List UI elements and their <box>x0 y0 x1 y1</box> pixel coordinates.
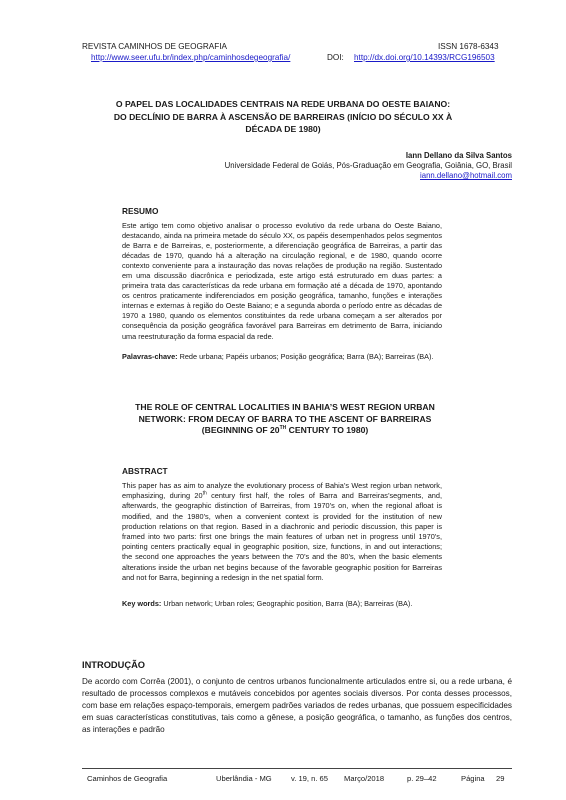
footer-pages: p. 29–42 <box>407 774 437 783</box>
keywords-label-en: Key words: <box>122 599 162 608</box>
footer-rule <box>82 768 512 769</box>
author-email-link[interactable]: iann.dellano@hotmail.com <box>420 171 512 180</box>
journal-url-link[interactable]: http://www.seer.ufu.br/index.php/caminhosdegeografia/ <box>91 53 291 62</box>
title-line-1: O PAPEL DAS LOCALIDADES CENTRAIS NA REDE URBANA DO OESTE BAIANO: <box>115 99 451 109</box>
abstract-text: This paper has as aim to analyze the evolutionary process of Bahia’s West region urban network, emphasizing, during 20th century first half, the roles of Barra and Barreiras’segments, and, afterwards, the geographic distinction of Barreiras, from 1970’s on, when the regional afloat is modified, and the 1980’s, when a convenient context is provided for the institution of new production relations on that region. Based in a diachronic and periodic discussion, this paper is framed into two parts: first one brings the main features of urban net in progress until 1970’s, pointing centers practically equal in geographic position, size, functions, in and out interactions; the second one approaches the years between the 70’s and the 80’s, when the basic elements alterations inside the urban net begins because of the favorable geographic position for Barreiras and not for Barra, beginning a redesign in the net spatial form. <box>122 481 442 582</box>
title-line-2: DO DECLÍNIO DE BARRA À ASCENSÃO DE BARREIRAS (INÍCIO DO SÉCULO XX À <box>113 111 453 122</box>
footer-volume: v. 19, n. 65 <box>291 774 329 783</box>
introducao-text: De acordo com Corrêa (2001), o conjunto de centros urbanos funcionalmente articulados entre si, ou a rede urbana, é resultado de processos complexos e mutáveis concebidos por agentes sociais diversos. Por conta desses processos, com base em relações espaço-temporais, emergem padrões variados de redes urbanas, que possuem especificidades em suas características constitutivas, tais como a gênese, a posição geográfica, o tamanho, as funções dos centros, as interações e padrão <box>82 677 512 734</box>
english-title-line-3: (BEGINNING OF 20TH CENTURY TO 1980) <box>201 425 369 435</box>
footer-journal: Caminhos de Geografia <box>87 774 168 783</box>
resumo-heading: RESUMO <box>122 206 159 216</box>
journal-name: REVISTA CAMINHOS DE GEOGRAFIA <box>82 42 227 51</box>
article-title <box>60 98 506 136</box>
title-line-3: DÉCADA DE 1980) <box>245 124 321 134</box>
footer-city: Uberlândia - MG <box>216 774 272 783</box>
resumo-keywords <box>122 352 452 362</box>
abstract-keywords <box>122 599 452 609</box>
issn: ISSN 1678-6343 <box>438 42 499 51</box>
footer-date: Março/2018 <box>344 774 385 783</box>
abstract-heading: ABSTRACT <box>122 466 168 476</box>
footer-page-number: 29 <box>496 774 505 783</box>
author-name: Iann Dellano da Silva Santos <box>405 151 512 160</box>
keywords-values: Rede urbana; Papéis urbanos; Posição geográfica; Barra (BA); Barreiras (BA). <box>177 352 434 361</box>
author-affiliation: Universidade Federal de Goiás, Pós-Graduação em Geografia, Goiânia, GO, Brasil <box>224 161 512 170</box>
footer-page-label: Página <box>461 774 485 783</box>
introducao-heading: INTRODUÇÃO <box>82 660 146 670</box>
keywords-label: Palavras-chave: <box>122 352 178 361</box>
english-title-line-2: NETWORK: FROM DECAY OF BARRA TO THE ASCENT OF BARREIRAS <box>138 413 432 424</box>
english-title <box>100 402 470 437</box>
doi-label: DOI: <box>327 53 344 62</box>
keywords-values-en: Urban network; Urban roles; Geographic position, Barra (BA); Barreiras (BA). <box>161 599 413 608</box>
resumo-text: Este artigo tem como objetivo analisar o processo evolutivo da rede urbana do Oeste Baiano, destacando, ainda na primeira metade do século XX, os papéis desempenhados pelos segmentos de Barra e de Barreiras, e, posteriormente, a diferenciação geográfica de Barreiras, a partir das décadas de 1970, quando há a alteração na circulação regional, e de 1980, quando ocorre contexto conveniente para a instauração das novas relações de produção na região. Sustentado em uma discussão diacrônica e periodizada, este artigo está estruturado em duas partes: a primeira trata das características da rede urbana em formação até a década de 1970, apontando os centros praticamente indiferenciados em posição geográfica, tamanho, funções e interações internas e externas à região do Oeste Baiano; e a segunda aborda o período entre as décadas de 1970 a 1980, quando os elementos constituintes da rede urbana começam a ser alterados por consequência da posição geográfica favorável para Barreiras em detrimento de Barra, iniciando uma reestruturação da forma espacial da rede. <box>122 221 442 341</box>
doi-link[interactable]: http://dx.doi.org/10.14393/RCG196503 <box>354 53 495 62</box>
english-title-line-1: THE ROLE OF CENTRAL LOCALITIES IN BAHIA’S WEST REGION URBAN <box>135 402 435 412</box>
